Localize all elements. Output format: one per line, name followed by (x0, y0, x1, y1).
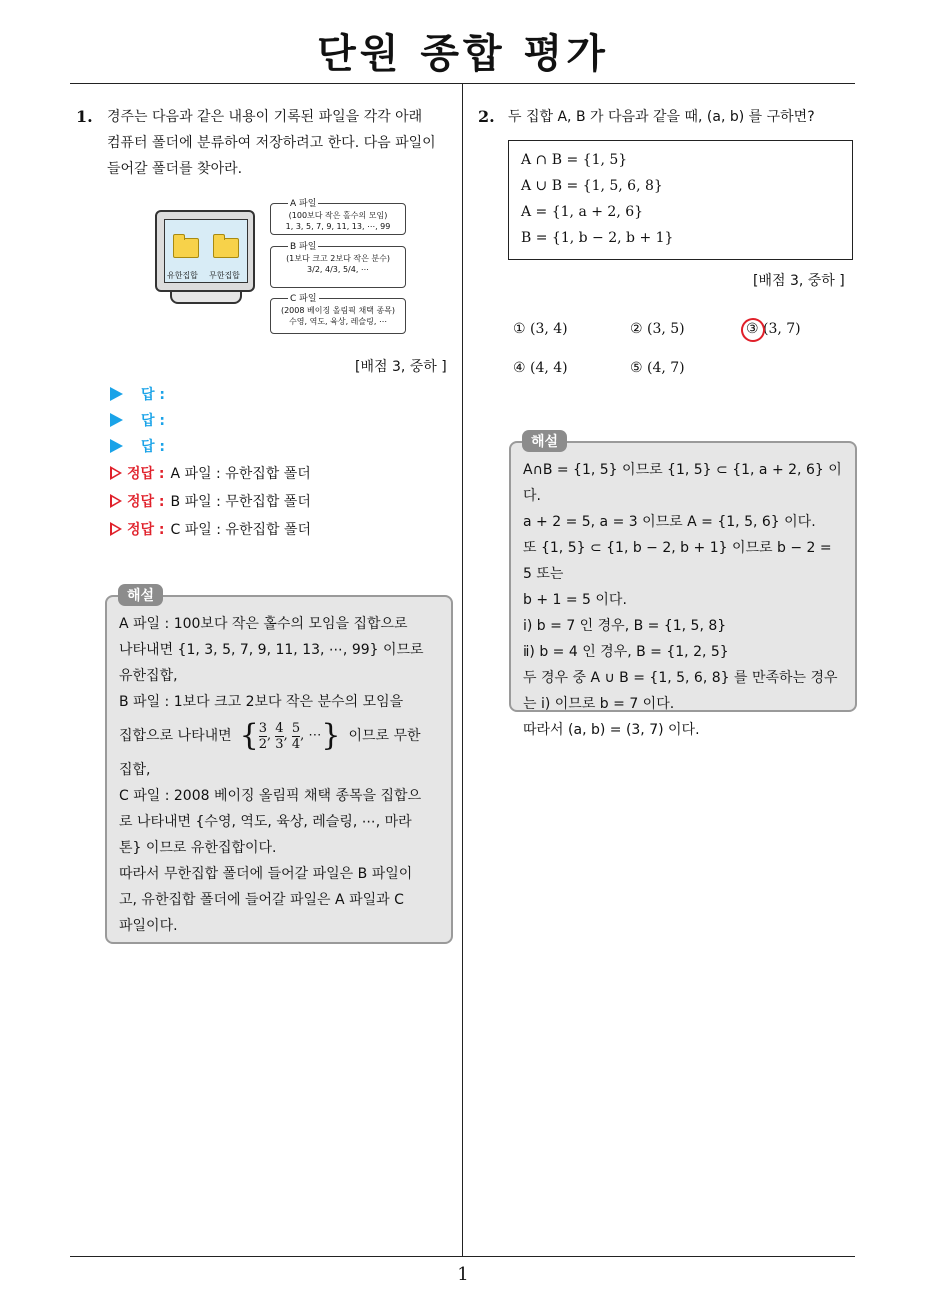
q1-explanation-box (105, 595, 453, 944)
exp-line: a + 2 = 5, a = 3 이므로 A = {1, 5, 6} 이다. (523, 514, 816, 530)
answer-line[interactable] (110, 382, 171, 406)
file-a-line2: 1, 3, 5, 7, 9, 11, 13, ⋯, 99 (285, 222, 391, 231)
exp-text: 이므로 무한 (348, 728, 421, 744)
exp-text: 집합으로 나타내면 (119, 728, 232, 744)
selected-choice-mark (738, 315, 769, 346)
folder-label-finite: 유한집합 (167, 271, 198, 280)
set-line: A ∩ B = {1, 5} (521, 152, 628, 168)
correct-label: 정답 : (127, 466, 165, 482)
q2-score: [배점 3, 중하 ] (753, 273, 845, 289)
exp-line: 톤} 이므로 유한집합이다. (119, 840, 277, 856)
exp-line: B 파일 : 1보다 크고 2보다 작은 분수의 모임을 (119, 694, 404, 710)
exp-line: 두 경우 중 A ∪ B = {1, 5, 6, 8} 를 만족하는 경우 (523, 670, 838, 686)
play-arrow-icon (110, 439, 123, 453)
q2-text: 두 집합 A, B 가 다음과 같을 때, (a, b) 를 구하면? (508, 109, 815, 125)
explanation-tag: 해설 (118, 584, 163, 606)
correct-label: 정답 : (127, 522, 165, 538)
choice-5[interactable]: ⑤ (4, 7) (630, 360, 685, 376)
exp-line: A∩B = {1, 5} 이므로 {1, 5} ⊂ {1, a + 2, 6} 이다. (523, 462, 842, 504)
answer-line[interactable] (110, 408, 171, 432)
answer-label: 답 : (141, 439, 165, 455)
file-c-line2: 수영, 역도, 육상, 레슬링, ⋯ (289, 317, 387, 326)
set-line: A = {1, a + 2, 6} (521, 204, 644, 220)
monitor-icon (155, 210, 255, 292)
correct-answer-text: A 파일 : 유한집합 폴더 (170, 466, 311, 482)
folder-icon (173, 238, 199, 258)
exp-line: 나타내면 {1, 3, 5, 7, 9, 11, 13, ⋯, 99} 이므로 (119, 642, 424, 658)
outline-arrow-icon (110, 466, 122, 480)
folder-icon (213, 238, 239, 258)
file-a-line1: (100보다 작은 홀수의 모임) (288, 211, 388, 220)
fraction: 5 4 (291, 720, 301, 752)
exp-line: ⅱ) b = 4 인 경우, B = {1, 2, 5} (523, 644, 729, 660)
outline-arrow-icon (110, 522, 122, 536)
q1-text (107, 104, 457, 182)
exp-line: 파일이다. (119, 918, 178, 934)
page-number: 1 (457, 1264, 469, 1285)
q1-text-line: 경주는 다음과 같은 내용이 기록된 파일을 각각 아래 (107, 109, 423, 125)
exp-line: b + 1 = 5 이다. (523, 592, 627, 608)
q1-number: 1. (76, 107, 93, 126)
file-b-line1: (1보다 크고 2보다 작은 분수) (286, 254, 390, 263)
folder-label-infinite: 무한집합 (209, 271, 240, 280)
correct-answer-line (110, 517, 311, 541)
exp-line: 는 ⅰ) 이므로 b = 7 이다. (523, 696, 675, 712)
file-b-box (270, 246, 406, 288)
exp-line: 유한집합, (119, 668, 178, 684)
correct-answer-text: C 파일 : 유한집합 폴더 (170, 522, 312, 538)
bottom-rule (70, 1256, 855, 1257)
correct-answer-text: B 파일 : 무한집합 폴더 (170, 494, 311, 510)
q1-score: [배점 3, 중하 ] (355, 359, 447, 375)
fraction: 3 2 (258, 720, 268, 752)
play-arrow-icon (110, 413, 123, 427)
file-b-line2: 3/2, 4/3, 5/4, ⋯ (307, 265, 369, 274)
answer-label: 답 : (141, 387, 165, 403)
exp-line: 로 나타내면 {수영, 역도, 육상, 레슬링, ⋯, 마라 (119, 814, 412, 830)
play-arrow-icon (110, 387, 123, 401)
monitor-screen (164, 219, 248, 283)
exp-line: C 파일 : 2008 베이징 올림픽 채택 종목을 집합으 (119, 788, 422, 804)
answer-line[interactable] (110, 434, 171, 458)
exp-line: 따라서 무한집합 폴더에 들어갈 파일은 B 파일이 (119, 866, 413, 882)
fraction: 4 3 (275, 720, 284, 752)
answer-label: 답 : (141, 413, 165, 429)
file-c-title: C 파일 (288, 291, 319, 304)
page-title: 단원 종합 평가 (317, 31, 609, 77)
set-line: A ∪ B = {1, 5, 6, 8} (521, 178, 663, 194)
exp-line: 또 {1, 5} ⊂ {1, b − 2, b + 1} 이므로 b − 2 = 5 또는 (523, 540, 832, 582)
file-a-title: A 파일 (288, 196, 318, 209)
explanation-tag: 해설 (522, 430, 567, 452)
q1-text-line: 들어갈 폴더를 찾아라. (107, 161, 243, 177)
correct-label: 정답 : (127, 494, 165, 510)
exp-line: 고, 유한집합 폴더에 들어갈 파일은 A 파일과 C (119, 892, 404, 908)
choice-1[interactable]: ① (3, 4) (513, 321, 568, 337)
exp-line-fraction (119, 715, 439, 757)
q2-set-box (508, 140, 853, 260)
file-b-title: B 파일 (288, 239, 318, 252)
correct-answer-line (110, 489, 311, 513)
exp-line: A 파일 : 100보다 작은 홀수의 모임을 집합으로 (119, 616, 408, 632)
q2-number: 2. (478, 107, 495, 126)
choice-3[interactable]: ③ (3, 7) (746, 321, 801, 337)
correct-answer-line (110, 461, 311, 485)
file-c-line1: (2008 베이징 올림픽 채택 종목) (280, 306, 396, 315)
choice-4[interactable]: ④ (4, 4) (513, 360, 568, 376)
choice-2[interactable]: ② (3, 5) (630, 321, 685, 337)
q1-text-line: 컴퓨터 폴더에 분류하여 저장하려고 한다. 다음 파일이 (107, 135, 436, 151)
outline-arrow-icon (110, 494, 122, 508)
exp-line: 따라서 (a, b) = (3, 7) 이다. (523, 722, 700, 738)
fraction-set: { 3 2 , 4 3 , 5 4 , ⋯ } (239, 718, 341, 753)
monitor-base (170, 290, 242, 304)
exp-line: ⅰ) b = 7 인 경우, B = {1, 5, 8} (523, 618, 727, 634)
exp-line: 집합, (119, 762, 151, 778)
column-divider (462, 84, 463, 1256)
q2-explanation-box (509, 441, 857, 738)
set-line: B = {1, b − 2, b + 1} (521, 230, 674, 246)
